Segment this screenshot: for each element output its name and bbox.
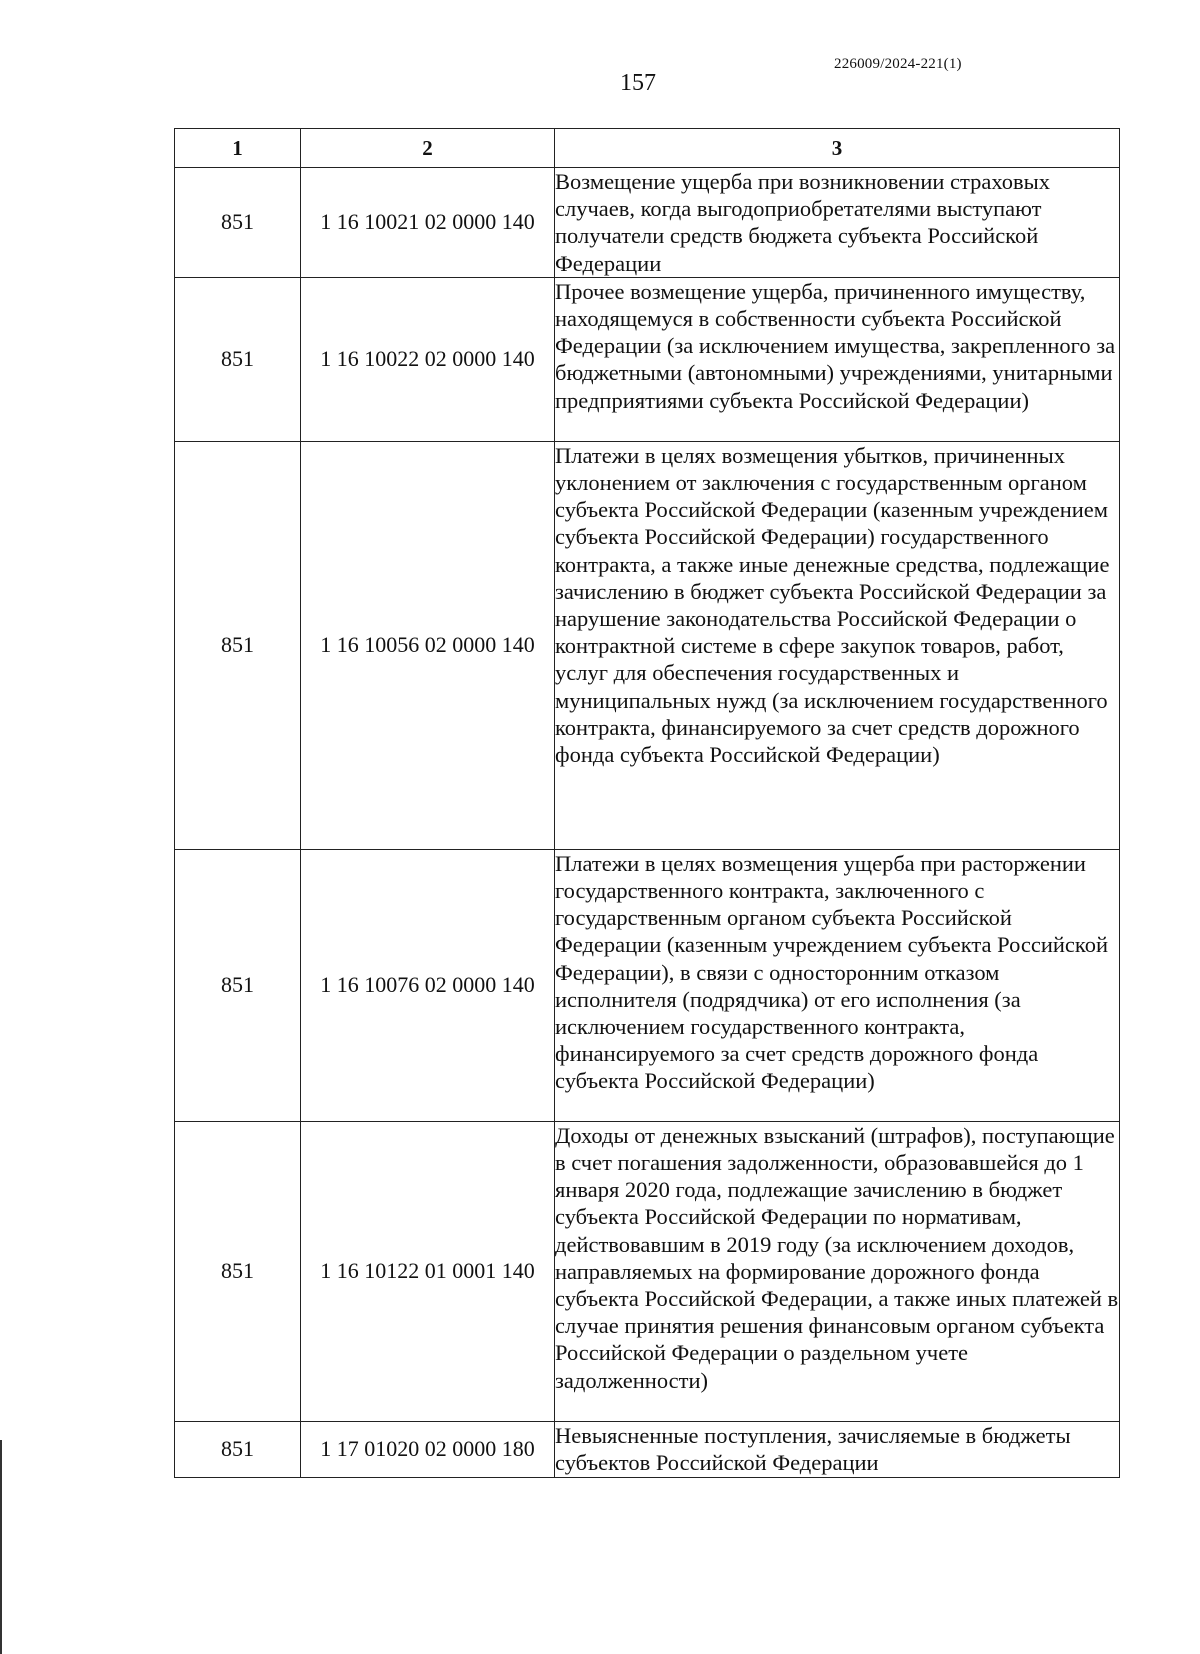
table-row bbox=[175, 849, 1120, 1121]
page-number: 157 bbox=[620, 70, 656, 96]
admin-code-cell: 851 bbox=[175, 1421, 301, 1477]
table-row bbox=[175, 441, 1120, 849]
budget-classification-code-cell: 1 16 10021 02 0000 140 bbox=[301, 168, 555, 278]
table-header-row bbox=[175, 129, 1120, 168]
table-row bbox=[175, 1121, 1120, 1421]
budget-classification-code-cell: 1 16 10056 02 0000 140 bbox=[301, 441, 555, 849]
admin-code-cell: 851 bbox=[175, 168, 301, 278]
budget-classification-code-cell: 1 17 01020 02 0000 180 bbox=[301, 1421, 555, 1477]
column-header-1: 1 bbox=[175, 129, 301, 168]
budget-classification-code-cell: 1 16 10022 02 0000 140 bbox=[301, 277, 555, 441]
revenue-description-cell: Возмещение ущерба при возникновении страховых случаев, когда выгодоприобретателями выступают получатели средств бюджета субъекта Российской Федерации bbox=[555, 168, 1120, 278]
admin-code-cell: 851 bbox=[175, 441, 301, 849]
table-row bbox=[175, 168, 1120, 278]
revenue-description-cell: Прочее возмещение ущерба, причиненного имуществу, находящемуся в собственности субъекта Российской Федерации (за исключением имущества, закрепленного за бюджетными (автономными) учреждениями, унитарными предприятиями субъекта Российской Федерации) bbox=[555, 277, 1120, 441]
table-row bbox=[175, 1421, 1120, 1477]
budget-revenue-table bbox=[174, 128, 1120, 1478]
admin-code-cell: 851 bbox=[175, 277, 301, 441]
admin-code-cell: 851 bbox=[175, 1121, 301, 1421]
budget-classification-code-cell: 1 16 10076 02 0000 140 bbox=[301, 849, 555, 1121]
budget-classification-code-cell: 1 16 10122 01 0001 140 bbox=[301, 1121, 555, 1421]
admin-code-cell: 851 bbox=[175, 849, 301, 1121]
column-header-3: 3 bbox=[555, 129, 1120, 168]
scan-edge-line bbox=[0, 1440, 2, 1654]
revenue-description-cell: Платежи в целях возмещения ущерба при расторжении государственного контракта, заключенного с государственным органом субъекта Российской Федерации (казенным учреждением субъекта Российской Федерации), в связи с односторонним отказом исполнителя (подрядчика) от его исполнения (за исключением государственного контракта, финансируемого за счет средств дорожного фонда субъекта Российской Федерации) bbox=[555, 849, 1120, 1121]
document-reference-number: 226009/2024-221(1) bbox=[834, 56, 962, 72]
revenue-description-cell: Платежи в целях возмещения убытков, причиненных уклонением от заключения с государственным органом субъекта Российской Федерации (казенным учреждением субъекта Российской Федерации) государственного контракта, а также иные денежные средства, подлежащие зачислению в бюджет субъекта Российской Федерации за нарушение законодательства Российской Федерации о контрактной системе в сфере закупок товаров, работ, услуг для обеспечения государственных и муниципальных нужд (за исключением государственного контракта, финансируемого за счет средств дорожного фонда субъекта Российской Федерации) bbox=[555, 441, 1120, 849]
column-header-2: 2 bbox=[301, 129, 555, 168]
revenue-description-cell: Невыясненные поступления, зачисляемые в бюджеты субъектов Российской Федерации bbox=[555, 1421, 1120, 1477]
revenue-description-cell: Доходы от денежных взысканий (штрафов), поступающие в счет погашения задолженности, образовавшейся до 1 января 2020 года, подлежащие зачислению в бюджет субъекта Российской Федерации по нормативам, действовавшим в 2019 году (за исключением доходов, направляемых на формирование дорожного фонда субъекта Российской Федерации, а также иных платежей в случае принятия решения финансовым органом субъекта Российской Федерации о раздельном учете задолженности) bbox=[555, 1121, 1120, 1421]
table-row bbox=[175, 277, 1120, 441]
